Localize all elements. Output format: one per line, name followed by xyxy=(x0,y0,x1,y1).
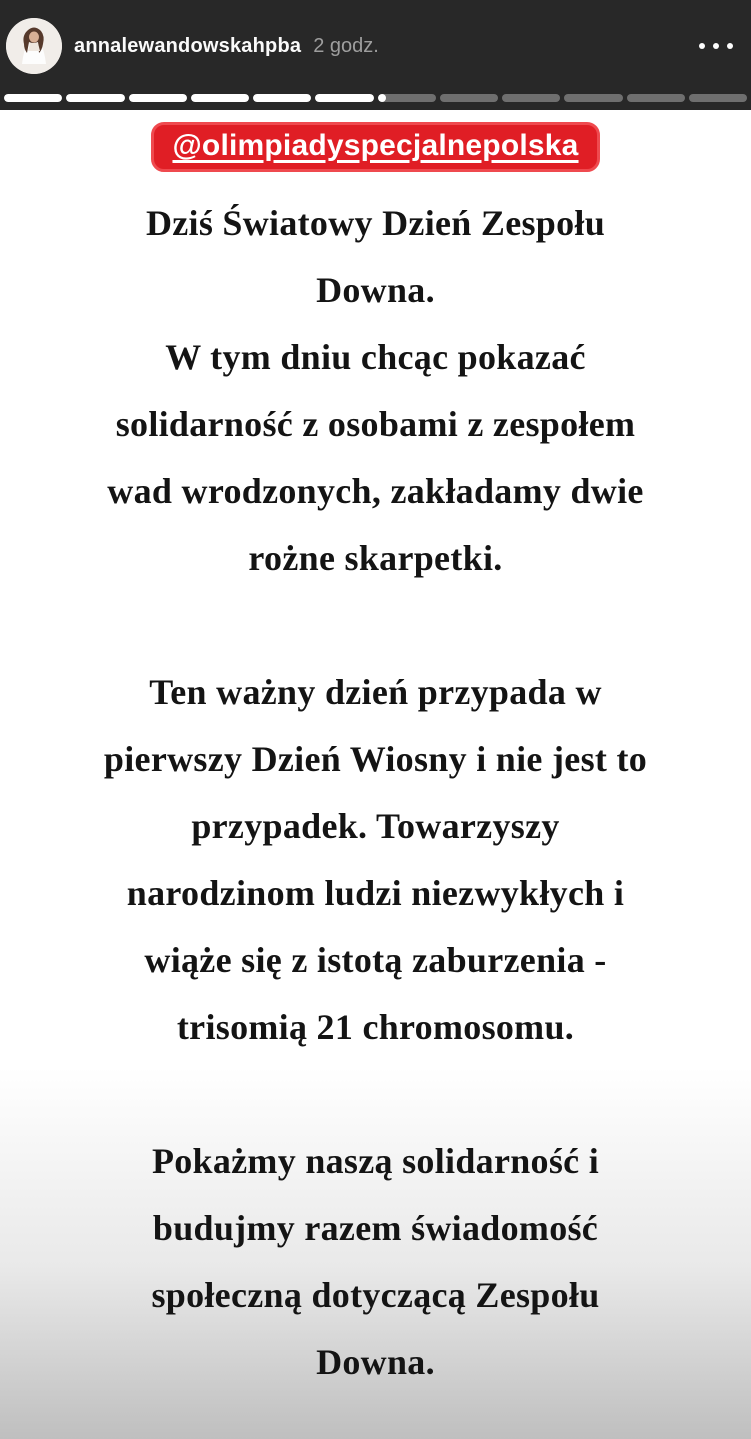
progress-segment xyxy=(4,94,62,102)
story-paragraph xyxy=(0,1128,751,1396)
story-header-row xyxy=(0,0,751,92)
story-text-line: narodzinom ludzi niezwykłych i xyxy=(126,873,625,913)
story-text-line: Pokażmy naszą solidarność i xyxy=(151,1141,600,1181)
profile-photo-icon xyxy=(6,18,62,74)
story-text-line: Ten ważny dzień przypada w xyxy=(149,672,602,712)
story-text-line: wiąże się z istotą zaburzenia - xyxy=(144,940,607,980)
story-content xyxy=(0,110,751,1439)
story-text-line: Downa. xyxy=(316,1342,435,1382)
story-text-line: trisomią 21 chromosomu. xyxy=(176,1007,575,1047)
story-paragraph xyxy=(0,659,751,1061)
progress-segment xyxy=(627,94,685,102)
story-progress-bar xyxy=(4,94,747,102)
progress-segment xyxy=(689,94,747,102)
dot xyxy=(713,43,719,49)
progress-segment xyxy=(564,94,622,102)
mention-row xyxy=(0,122,751,180)
progress-segment xyxy=(66,94,124,102)
progress-segment xyxy=(378,94,436,102)
story-text-line: solidarność z osobami z zespołem xyxy=(115,404,636,444)
timestamp: 2 godz. xyxy=(313,34,379,57)
story-paragraph xyxy=(0,190,751,592)
username[interactable]: annalewandowskahpba xyxy=(74,34,302,57)
dot xyxy=(727,43,733,49)
story-text-line: przypadek. Towarzyszy xyxy=(191,806,560,846)
progress-segment xyxy=(440,94,498,102)
story-text-line: Downa. xyxy=(316,270,435,310)
progress-segment xyxy=(191,94,249,102)
story-text-line: społeczną dotyczącą Zespołu xyxy=(151,1275,600,1315)
progress-segment xyxy=(502,94,560,102)
story-header xyxy=(0,0,751,110)
avatar[interactable] xyxy=(6,18,62,74)
story-text-line: Dziś Światowy Dzień Zespołu xyxy=(145,203,606,243)
story-text-line: budujmy razem świadomość xyxy=(152,1208,599,1248)
progress-segment xyxy=(315,94,373,102)
progress-segment xyxy=(129,94,187,102)
more-options-icon[interactable] xyxy=(697,33,735,59)
story-text-line: rożne skarpetki. xyxy=(248,538,503,578)
mention-sticker[interactable]: @olimpiadyspecjalnepolska xyxy=(151,122,599,172)
progress-segment xyxy=(253,94,311,102)
story-text-line: W tym dniu chcąc pokazać xyxy=(165,337,586,377)
story-text-line: wad wrodzonych, zakładamy dwie xyxy=(107,471,644,511)
dot xyxy=(699,43,705,49)
story-text-line: pierwszy Dzień Wiosny i nie jest to xyxy=(103,739,648,779)
